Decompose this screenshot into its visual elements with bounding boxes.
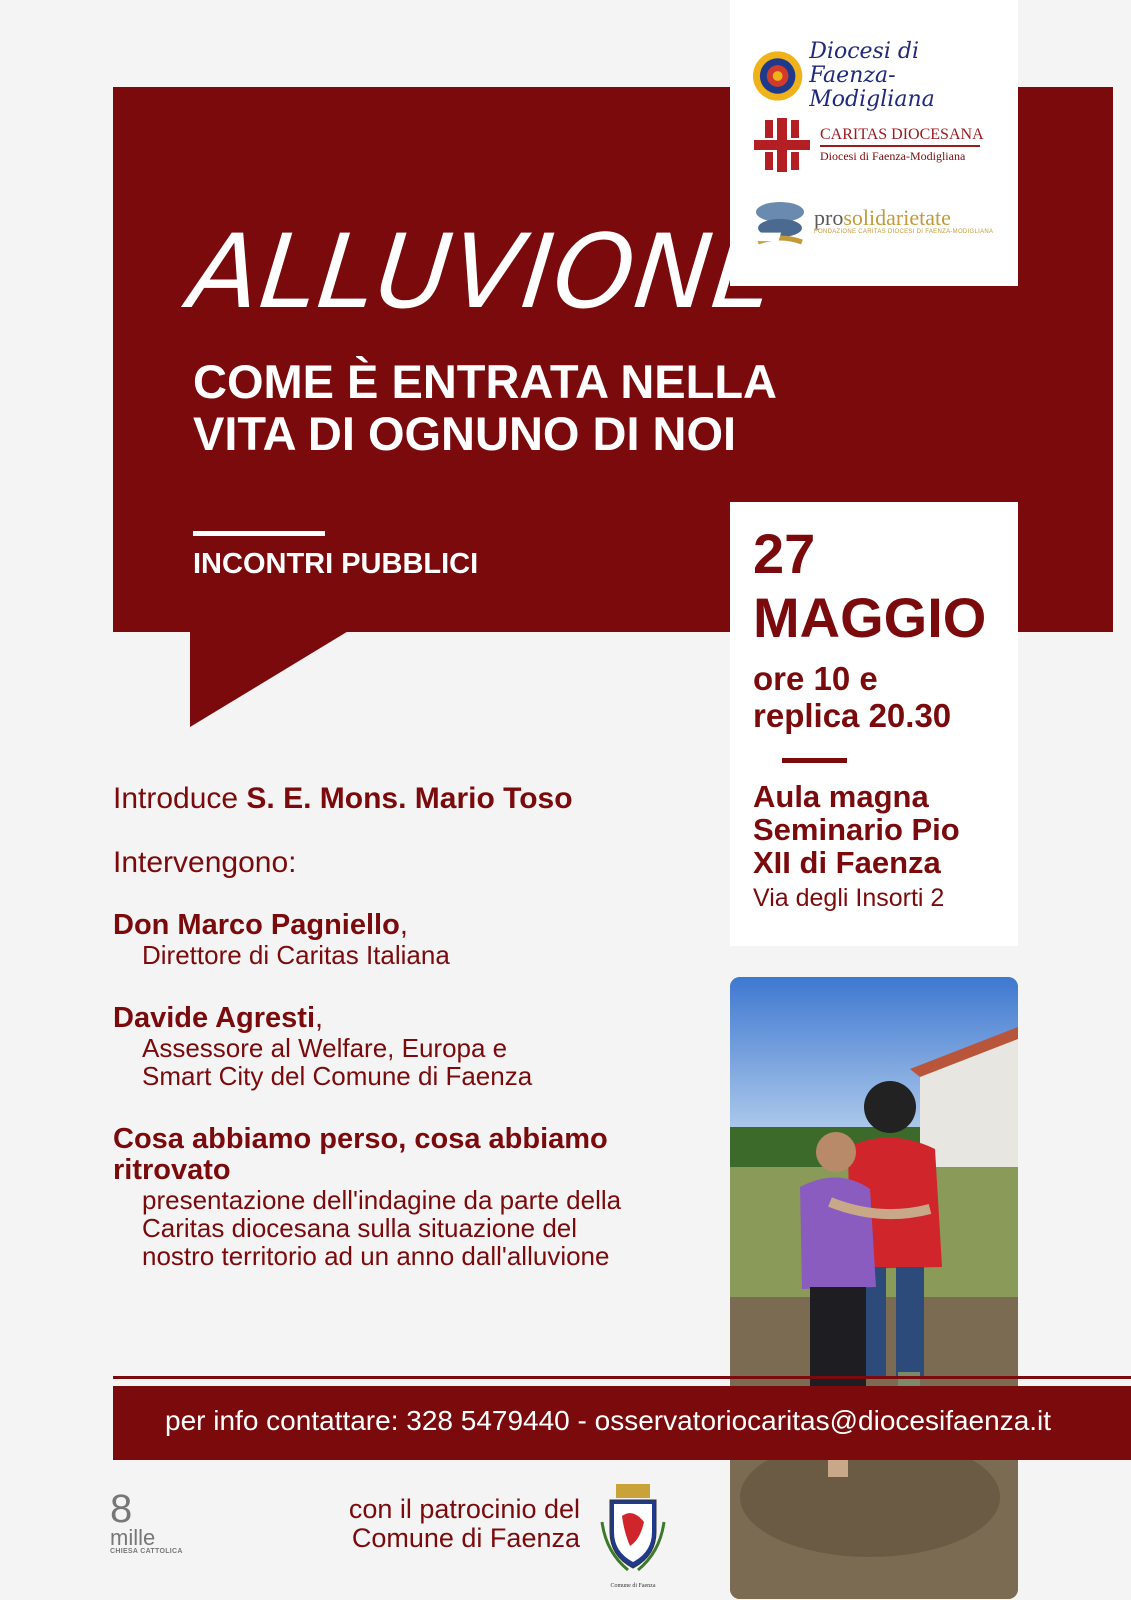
otto-number: 8 — [110, 1487, 133, 1531]
speaker-2: Davide Agresti, Assessore al Welfare, Europa e Smart City del Comune di Faenza — [113, 1003, 713, 1090]
patrocinio-line1: con il patrocinio del — [348, 1494, 580, 1524]
time-line1: ore 10 e — [753, 660, 878, 697]
intro-prefix: Introduce — [113, 782, 247, 815]
caritas-line1: CARITAS DIOCESANA — [820, 126, 984, 143]
caritas-logo — [752, 116, 984, 174]
talk-line2: Caritas diocesana sulla situazione del — [142, 1213, 578, 1243]
speaker-2-role-line1: Assessore al Welfare, Europa e — [142, 1033, 508, 1063]
speaker-1-role: Direttore di Caritas Italiana — [142, 940, 450, 970]
pro-main: solidarietate — [843, 205, 951, 230]
otto-mille: mille — [110, 1525, 156, 1550]
diocesi-logo — [752, 40, 1018, 112]
contact-info: per info contattare: 328 5479440 - osservatoriocaritas@diocesifaenza.it — [165, 1405, 1052, 1436]
venue-line3: XII di Faenza — [753, 845, 941, 880]
diocesi-seal-icon — [752, 50, 803, 102]
talk-title: Cosa abbiamo perso, cosa abbiamo ritrovato — [113, 1123, 608, 1186]
talk-line3: nostro territorio ad un anno dall'alluvione — [142, 1241, 610, 1271]
event-month: MAGGIO — [753, 586, 987, 649]
faenza-coat-of-arms-icon — [598, 1482, 668, 1574]
section-label: INCONTRI PUBBLICI — [193, 548, 479, 580]
time-line2: replica 20.30 — [753, 697, 952, 734]
event-day: 27 — [753, 522, 816, 585]
page-title: ALLUVIONE — [183, 213, 785, 332]
info-top-line — [113, 1376, 1131, 1379]
diocesi-line1: Diocesi di — [809, 39, 919, 64]
caritas-cross-icon — [752, 116, 812, 174]
intro-line — [113, 782, 573, 816]
subtitle-line1: COME È ENTRATA NELLA — [193, 355, 777, 408]
speaker-2-role-line2: Smart City del Comune di Faenza — [142, 1061, 533, 1091]
event-photo — [730, 977, 1018, 1599]
stemma-caption: Comune di Faenza — [610, 1583, 656, 1589]
subtitle-line2: VITA DI OGNUNO DI NOI — [193, 407, 737, 460]
event-address: Via degli Insorti 2 — [753, 884, 945, 912]
speaker-2-name: Davide Agresti — [113, 1002, 315, 1034]
venue-line1: Aula magna — [753, 779, 929, 814]
event-time — [753, 660, 1013, 734]
date-card — [730, 502, 1018, 946]
red-divider — [782, 758, 847, 763]
pro-subtitle: FONDAZIONE CARITAS DIOCESI DI FAENZA-MODIGLIANA — [814, 229, 994, 235]
talk — [113, 1124, 713, 1270]
otto-per-mille-logo — [110, 1487, 183, 1555]
talk-line1: presentazione dell'indagine da parte della — [142, 1185, 622, 1215]
event-venue — [753, 780, 1013, 879]
otto-chiesa: CHIESA CATTOLICA — [110, 1548, 183, 1555]
intro-name: S. E. Mons. Mario Toso — [246, 782, 573, 815]
venue-line2: Seminario Pio — [753, 812, 960, 847]
page-subtitle — [193, 356, 833, 460]
speaker-1-name: Don Marco Pagniello — [113, 909, 400, 941]
pro-prefix: pro — [814, 205, 844, 230]
patrocinio-line2: Comune di Faenza — [351, 1523, 580, 1553]
diocesi-line2: Faenza-Modigliana — [809, 63, 935, 112]
speaker-1: Don Marco Pagniello, Direttore di Caritas Italiana — [113, 910, 713, 969]
caritas-line2: Diocesi di Faenza-Modigliana — [820, 149, 966, 163]
banner-tail — [190, 630, 350, 727]
speakers-label: Intervengono: — [113, 846, 297, 879]
white-divider — [193, 531, 325, 536]
info-bar — [113, 1386, 1131, 1460]
prosolidarietate-logo — [752, 192, 993, 250]
patrocinio — [300, 1495, 580, 1553]
